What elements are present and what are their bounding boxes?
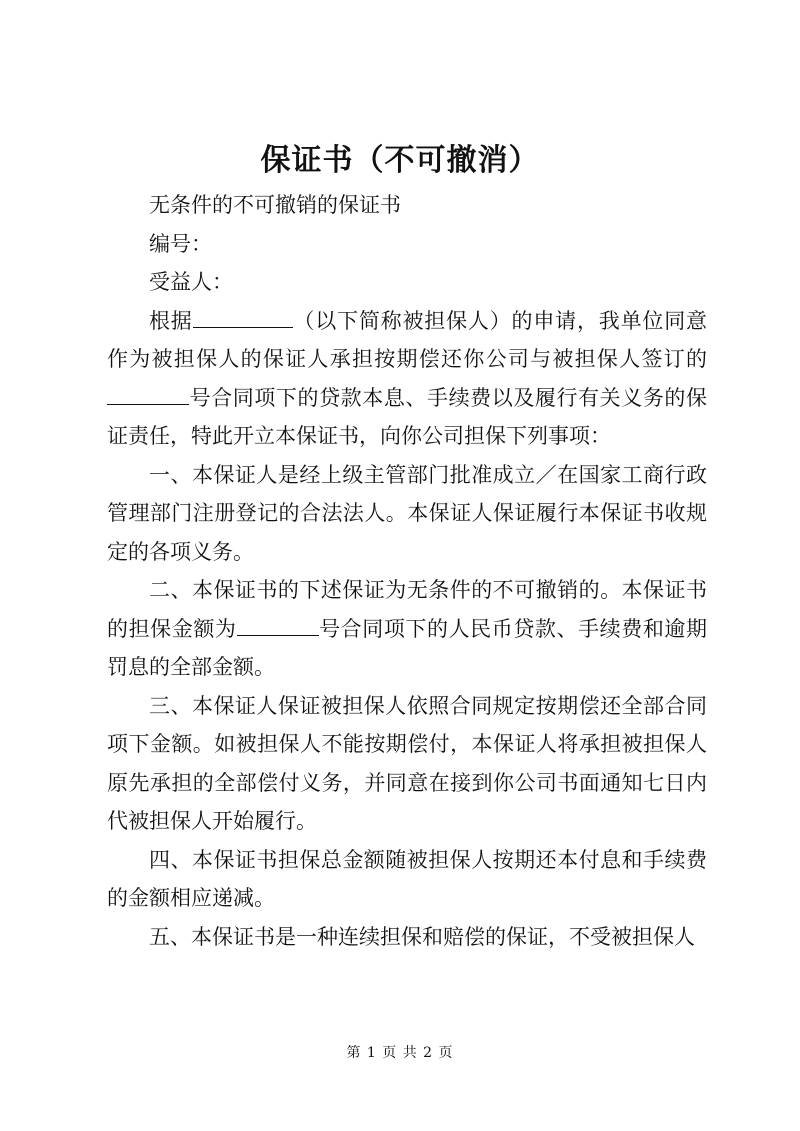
subtitle: 无条件的不可撤销的保证书 [149,193,401,217]
guarantee-contract-blank [237,615,319,636]
clause-3: 三、本保证人保证被担保人依照合同规定按期偿还全部合同项下金额。如被担保人不能按期偿付，本保证人将承担被担保人原先承担的全部偿付义务，并同意在接到你公司书面通知七日内代被担保人开始履行。 [107,693,707,833]
document-body [107,186,707,956]
applicant-blank [193,307,293,328]
para1-middle: （以下简称被担保人）的申请，我单位同意作为被担保人的保证人承担按期偿还你公司与被担保人签订的 [107,308,708,371]
page-footer: 第 1 页 共 2 页 [346,1045,454,1061]
clause-5: 五、本保证书是一种连续担保和赔偿的保证，不受被担保人 [149,924,695,949]
number-label: 编号： [149,231,212,256]
para1-prefix: 根据 [149,308,193,333]
beneficiary-label: 受益人： [149,270,233,294]
paragraph-application [107,302,707,456]
clause2-prefix: 二、本保证书的下述保证为无条件的不可撤销的。本保证书的担保金额为 [107,578,707,641]
clause2-suffix: 号合同项下的人民币贷款、手续费和逾期罚息的全部金额。 [107,616,707,679]
clause-4: 四、本保证书担保总金额随被担保人按期还本付息和手续费的金额相应递减。 [107,847,707,910]
contract-number-blank [107,384,189,405]
clause-2 [107,571,707,687]
clause-1: 一、本保证人是经上级主管部门批准成立／在国家工商行政管理部门注册登记的合法法人。本保证人保证履行本保证书收规定的各项义务。 [107,462,707,564]
document-title: 保证书（不可撤消） [260,143,540,178]
para1-suffix: 号合同项下的贷款本息、手续费以及履行有关义务的保证责任，特此开立本保证书，向你公司担保下列事项： [107,385,707,448]
